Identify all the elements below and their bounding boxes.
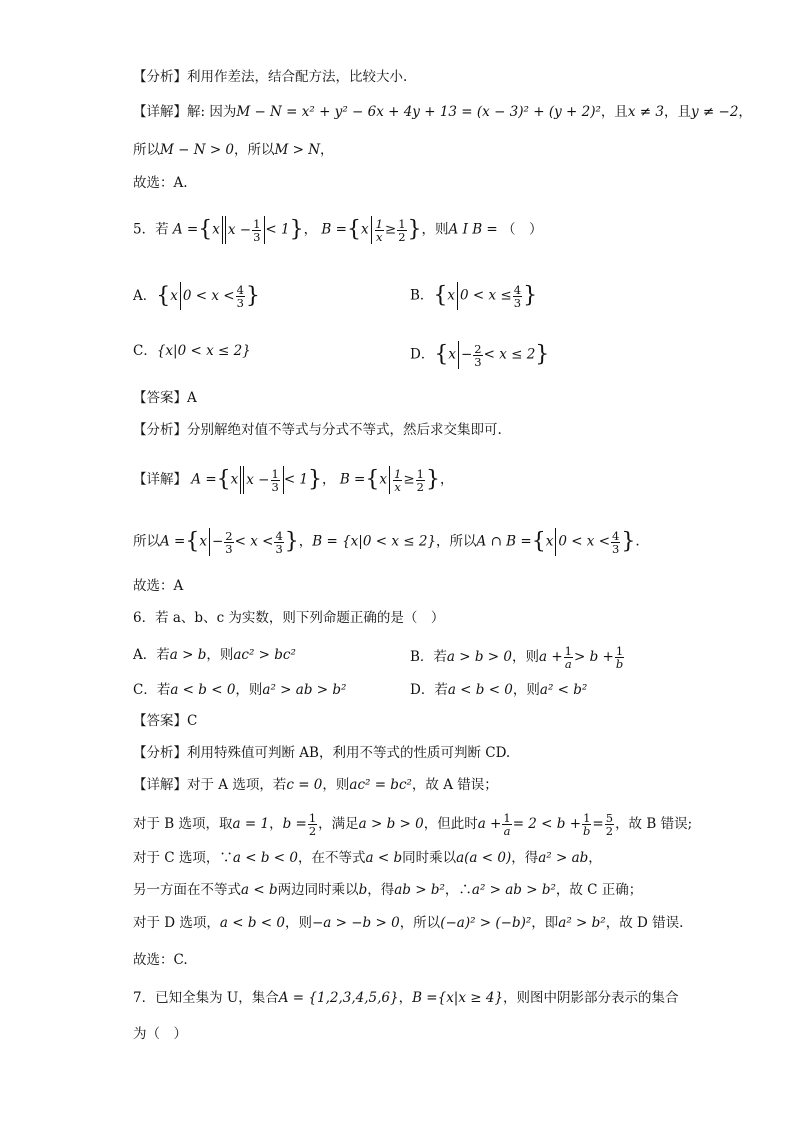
detail-line-q6-b: 对于 B 选项，取a = 1，b = $\frac{1}{2}$ ，满足a > b > 0，但此时a + $\frac{1}{a}$ = 2 < b + $\frac{1}{b}$ = $\frac{5}{2}$ ，故 B 错误; — [133, 811, 693, 838]
analysis-line-q5: 【分析】分别解绝对值不等式与分式不等式，然后求交集即可. — [133, 422, 502, 438]
analysis-line-q6: 【分析】利用特殊值可判断 AB，利用不等式的性质可判断 CD. — [133, 745, 511, 761]
answer-line-q6: 【答案】C — [133, 713, 198, 729]
q5-options-row1 — [133, 282, 733, 310]
q6-options-row1 — [133, 644, 733, 671]
detail-line-q5-b: 所以A ={x − $\frac{2}{3}$ < x < $\frac{4}{3}$ }，B = {x|0 < x ≤ 2}，所以A ∩ B ={x 0 < x < $\frac{4}{3}$ }. — [133, 528, 640, 556]
select-line-q6: 故选：C. — [133, 952, 188, 968]
question-5: 5．若 A ={x x − $\frac{1}{3}$ < 1}， B ={x $\frac{1}{x}$ ≥ $\frac{1}{2}$ }，则A I B = （ ） — [133, 216, 543, 244]
answer-tag: 【答案】 — [133, 713, 187, 729]
q6-option-d[interactable]: D．若a < b < 0，则a² < b² — [410, 682, 588, 698]
q6-option-b[interactable]: B．若a > b > 0，则a + $\frac{1}{a}$ > b + $\frac{1}{b}$ — [410, 644, 624, 671]
detail-line-q6-e: 对于 D 选项，a < b < 0，则−a > −b > 0，所以(−a)² > (−b)²，即a² > b²，故 D 错误. — [133, 915, 684, 931]
select-line-q5: 故选：A — [133, 578, 184, 594]
q6-option-a[interactable]: A．若a > b，则ac² > bc² — [133, 647, 296, 663]
answer-line-q5: 【答案】A — [133, 390, 197, 406]
q5-option-c[interactable]: C．{x|0 < x ≤ 2} — [133, 343, 251, 359]
detail-tag: 【详解】 — [133, 777, 187, 793]
analysis-tag: 【分析】 — [133, 422, 187, 438]
q6-option-c[interactable]: C．若a < b < 0，则a² > ab > b² — [133, 682, 347, 698]
select-line-q4: 故选：A. — [133, 175, 188, 191]
detail-line-q6-a: 【详解】对于 A 选项，若c = 0，则ac² = bc²，故 A 错误； — [133, 777, 498, 793]
q5-option-b[interactable]: B．{x 0 < x ≤ $\frac{4}{3}$ } — [410, 282, 538, 310]
question-7: 7．已知全集为 U，集合A = {1,2,3,4,5,6}，B ={x|x ≥ 4}，则图中阴影部分表示的集合 — [133, 990, 679, 1006]
answer-tag: 【答案】 — [133, 390, 187, 406]
analysis-line-q4: 【分析】利用作差法，结合配方法，比较大小. — [133, 69, 408, 85]
detail-line-q5: 【详解】 A ={x x − $\frac{1}{3}$ < 1}， B ={x $\frac{1}{x}$ ≥ $\frac{1}{2}$ }， — [133, 466, 454, 494]
question-6: 6．若 a、b、c 为实数，则下列命题正确的是（ ） — [133, 610, 445, 626]
detail-line-q6-c: 对于 C 选项，∵a < b < 0，在不等式a < b同时乘以a(a < 0)，得a² > ab， — [133, 850, 602, 866]
q5-option-d[interactable]: D．{x − $\frac{2}{3}$ < x ≤ 2} — [410, 341, 550, 369]
analysis-tag: 【分析】 — [133, 69, 187, 85]
q5-options-row2 — [133, 341, 733, 369]
q5-option-a[interactable]: A．{x 0 < x < $\frac{4}{3}$ } — [133, 282, 260, 310]
detail-tag: 【详解】 — [133, 104, 187, 120]
detail-line-q4: 【详解】解: 因为M − N = x² + y² − 6x + 4y + 13 = (x − 3)² + (y + 2)²，且x ≠ 3，且y ≠ −2， — [133, 104, 752, 120]
detail-tag: 【详解】 — [133, 471, 187, 488]
detail-line-q6-d: 另一方面在不等式a < b两边同时乘以b，得ab > b²，∴a² > ab > b²，故 C 正确； — [133, 882, 643, 898]
analysis-tag: 【分析】 — [133, 745, 187, 761]
conclusion-line-q4: 所以M − N > 0，所以M > N， — [133, 142, 334, 158]
question-7-continued: 为（ ） — [133, 1026, 187, 1042]
q6-options-row2 — [133, 680, 733, 700]
